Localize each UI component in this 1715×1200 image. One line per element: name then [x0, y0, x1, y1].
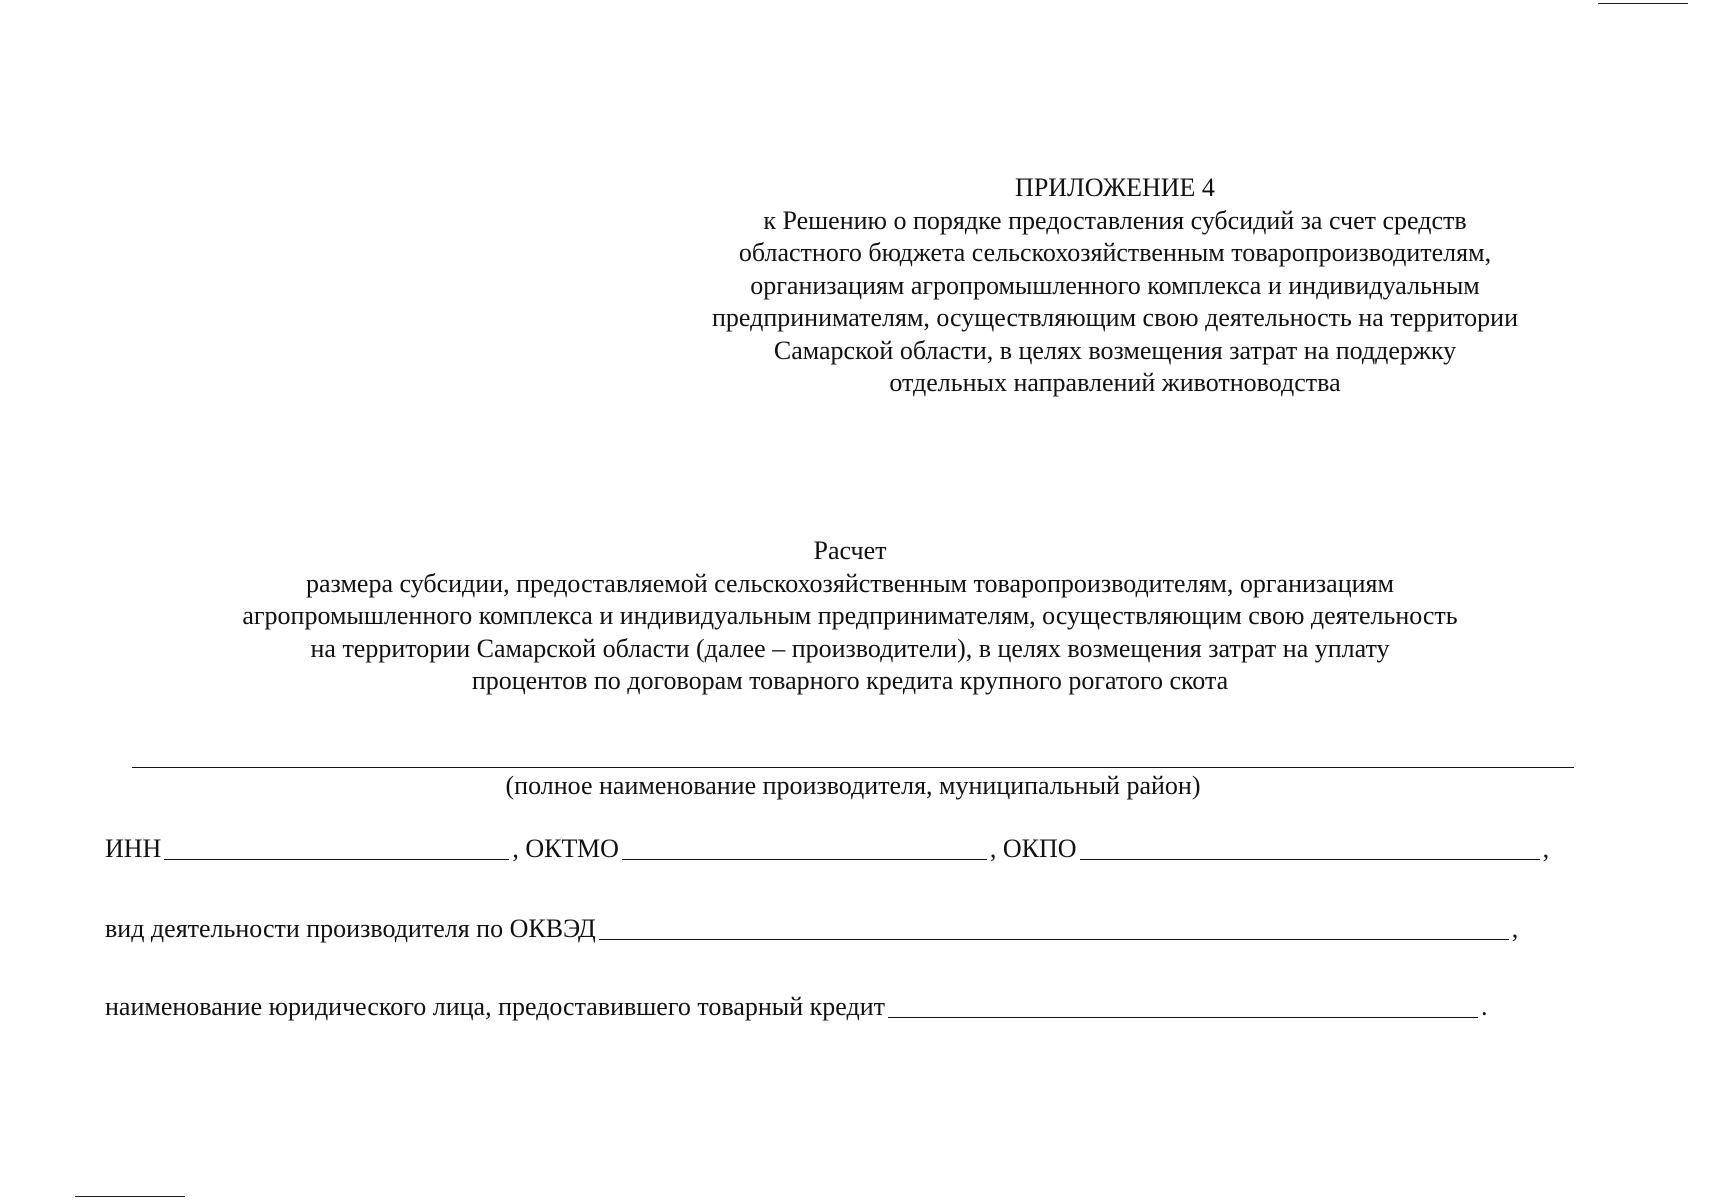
okved-blank[interactable]	[599, 915, 1509, 940]
calculation-line: на территории Самарской области (далее – производители), в целях возмещения затрат на уплату	[310, 633, 1390, 663]
appendix-title: ПРИЛОЖЕНИЕ 4	[1015, 173, 1215, 202]
appendix-line: к Решению о порядке предоставления субсидий за счет средств	[763, 205, 1467, 235]
calculation-line: процентов по договорам товарного кредита крупного рогатого скота	[471, 666, 1229, 695]
inn-label: ИНН	[105, 834, 162, 863]
calculation-line: размера субсидии, предоставляемой сельскохозяйственным товаропроизводителям, организациям	[306, 568, 1394, 598]
okved-row	[105, 910, 1518, 944]
appendix-header	[655, 172, 1575, 400]
row-end-period: .	[1481, 992, 1488, 1021]
okpo-label: , ОКПО	[989, 834, 1077, 863]
producer-name-caption: (полное наименование производителя, муниципальный район)	[505, 771, 1201, 800]
row-end-comma: ,	[1511, 914, 1519, 943]
identifiers-row	[105, 830, 1549, 864]
lender-label: наименование юридического лица, предоставившего товарный кредит	[105, 992, 885, 1021]
row-end-comma: ,	[1542, 834, 1550, 863]
lender-blank[interactable]	[888, 993, 1478, 1018]
calculation-title: Расчет	[813, 536, 887, 565]
oktmo-blank[interactable]	[622, 835, 987, 860]
inn-blank[interactable]	[164, 835, 509, 860]
calculation-line: агропромышленного комплекса и индивидуальным предпринимателям, осуществляющим свою деятельность	[242, 601, 1458, 630]
oktmo-label: , ОКТМО	[512, 834, 619, 863]
scan-edge-mark	[1598, 3, 1688, 4]
appendix-line: организациям агропромышленного комплекса и индивидуальным	[750, 270, 1480, 300]
appendix-line: Самарской области, в целях возмещения затрат на поддержку	[773, 335, 1457, 365]
lender-row	[105, 988, 1488, 1022]
appendix-line: отдельных направлений животноводства	[889, 368, 1341, 397]
appendix-line: предпринимателям, осуществляющим свою деятельность на территории	[711, 303, 1519, 332]
okved-label: вид деятельности производителя по ОКВЭД	[105, 914, 596, 943]
okpo-blank[interactable]	[1080, 835, 1540, 860]
appendix-line: областного бюджета сельскохозяйственным товаропроизводителям,	[738, 238, 1492, 267]
calculation-heading	[130, 535, 1570, 698]
scan-edge-mark	[75, 1196, 185, 1197]
producer-name-blank[interactable]	[132, 767, 1574, 768]
